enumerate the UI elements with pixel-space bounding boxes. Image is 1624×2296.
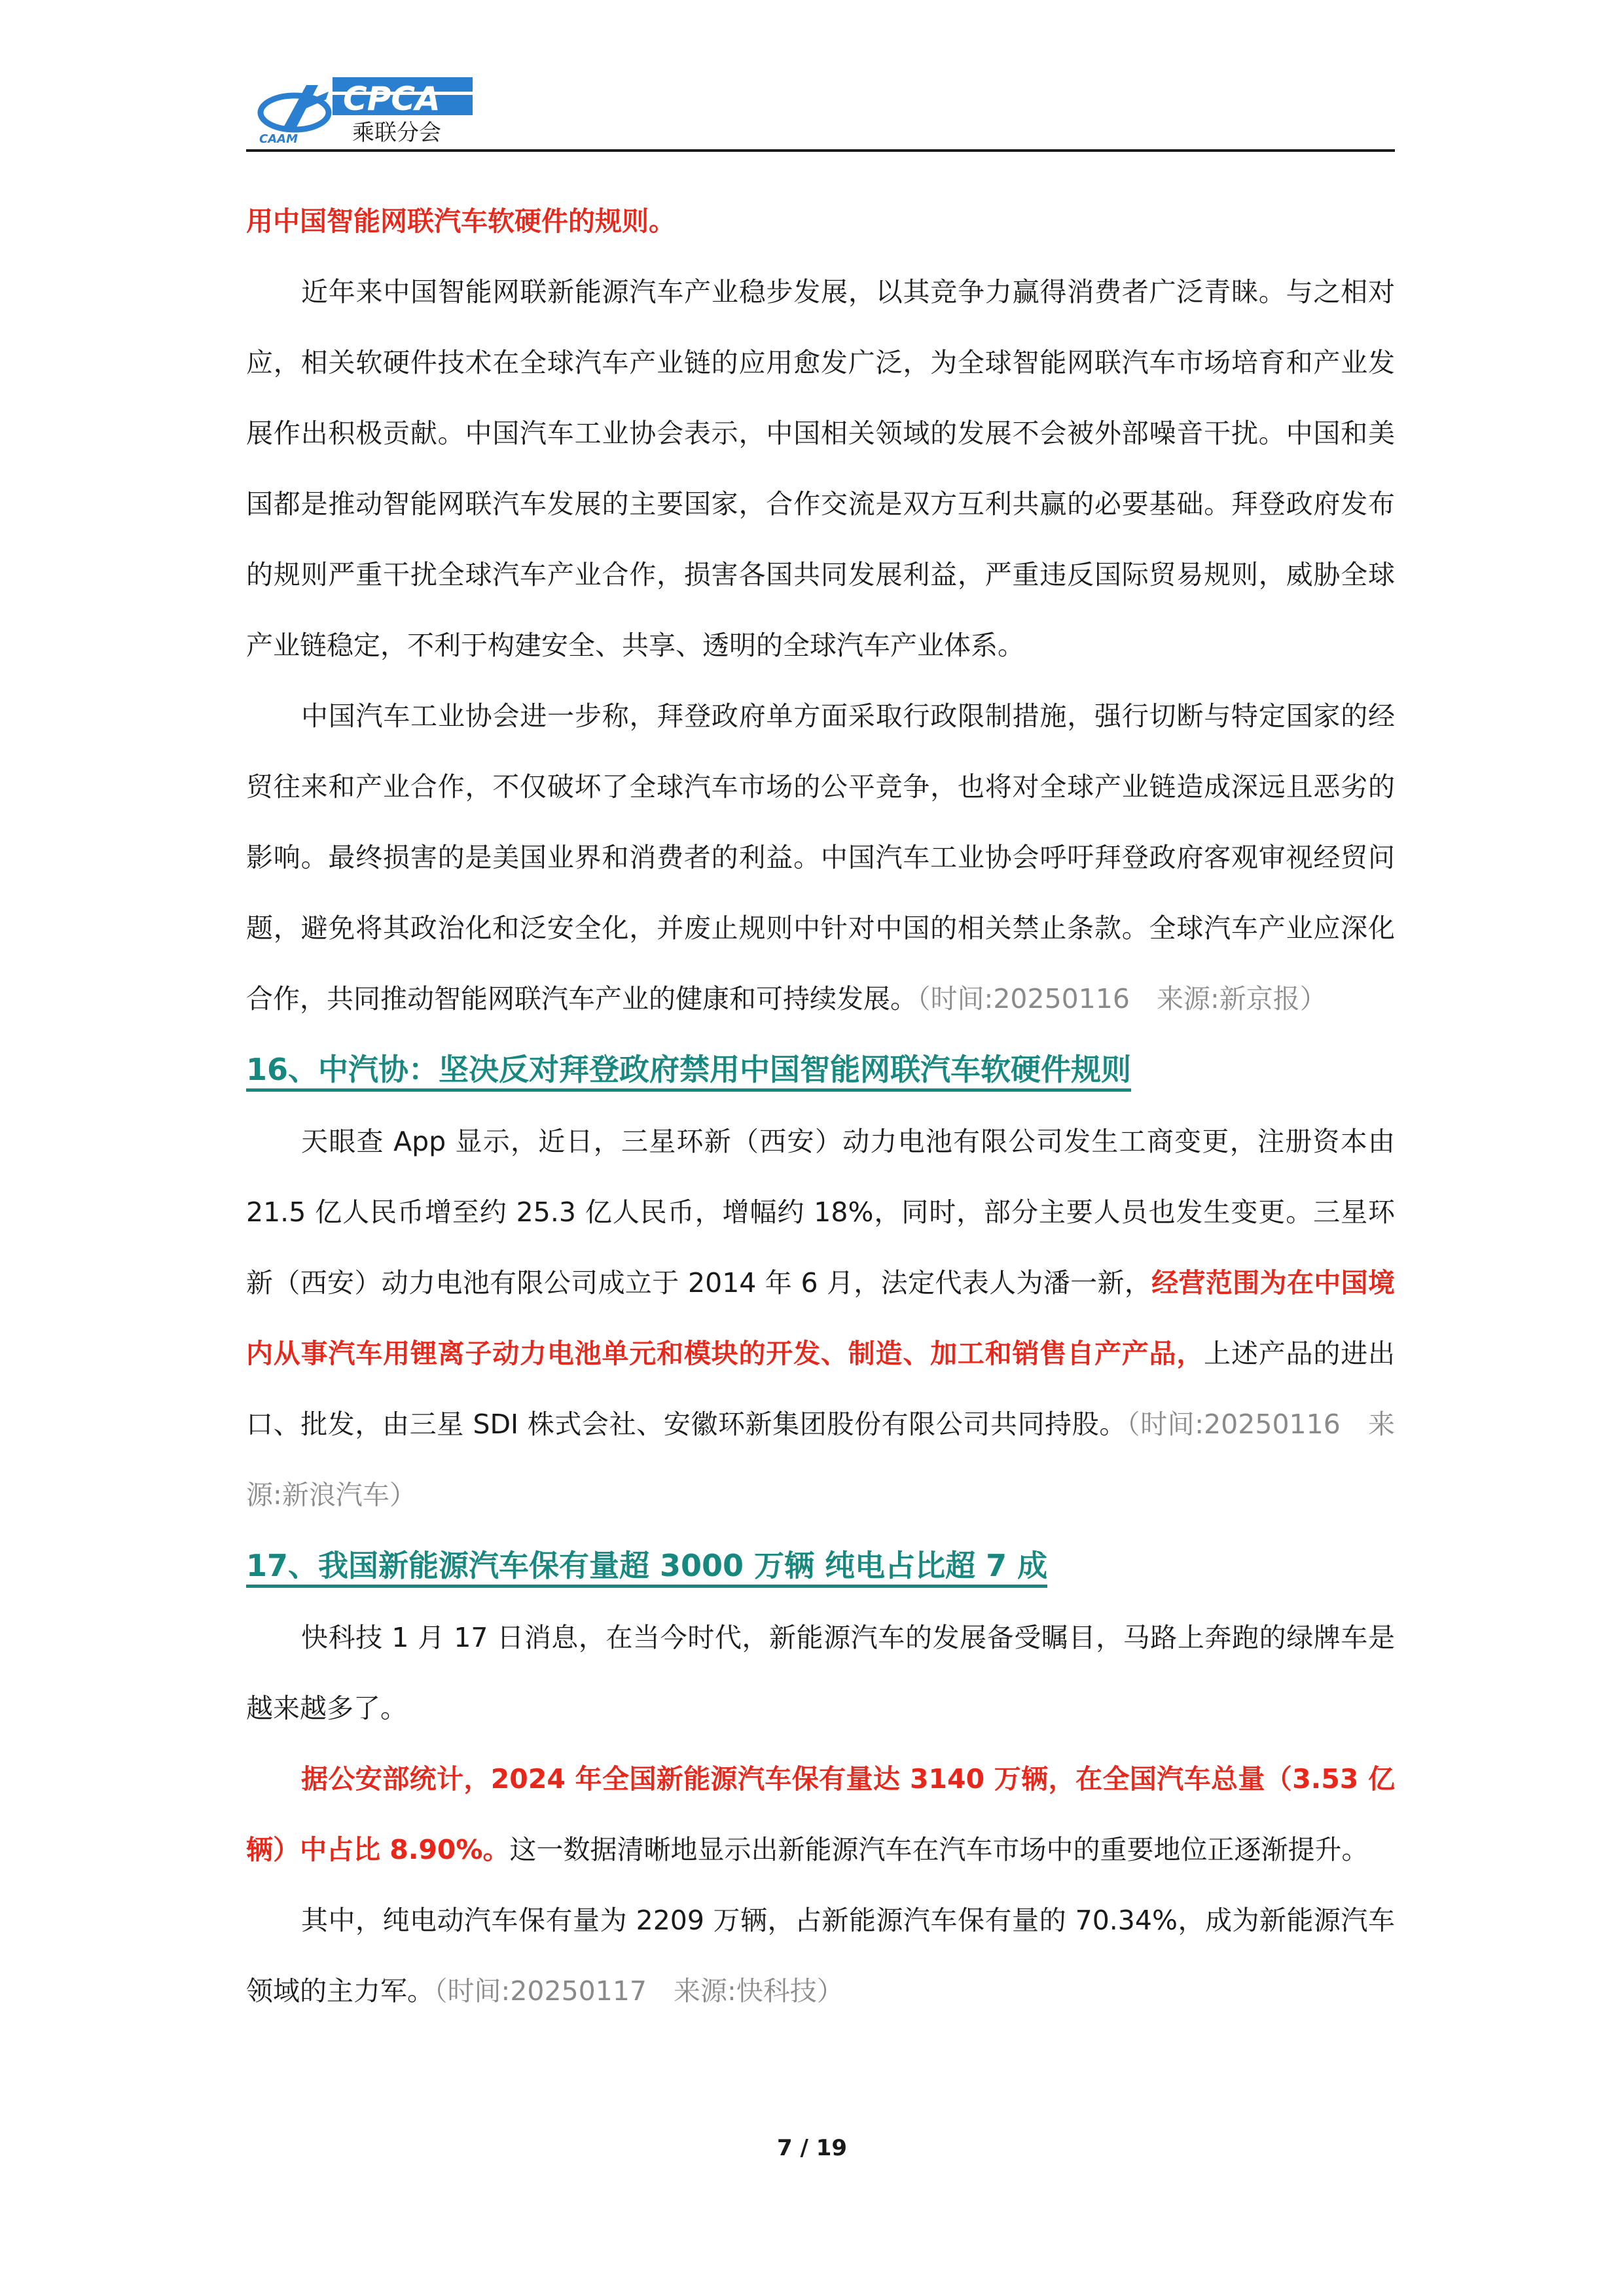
source-note: （时间:20250117 来源:快科技） bbox=[434, 1975, 844, 2007]
logo-subtext: 乘联分会 bbox=[352, 120, 441, 145]
body-text: 快科技 1 月 17 日消息，在当今时代，新能源汽车的发展备受瞩目，马路上奔跑的绿牌车是越来越多了。 bbox=[246, 1622, 1395, 1724]
section-heading bbox=[246, 1533, 1395, 1598]
body-text: 中国汽车工业协会进一步称，拜登政府单方面采取行政限制措施，强行切断与特定国家的经贸往来和产业合作，不仅破坏了全球汽车市场的公平竞争，也将对全球产业链造成深远且恶劣的影响。最终损害的是美国业界和消费者的利益。中国汽车工业协会呼吁拜登政府客观审视经贸问题，避免将其政治化和泛安全化，并废止规则中针对中国的相关禁止条款。全球汽车产业应深化合作，共同推动智能网联汽车产业的健康和可持续发展。 bbox=[246, 700, 1395, 1014]
source-note: （时间:20250116 来源:新京报） bbox=[917, 983, 1327, 1014]
body-text: 这一数据清晰地显示出新能源汽车在汽车市场中的重要地位正逐渐提升。 bbox=[509, 1834, 1369, 1865]
source-note: （时间:20250116 来源:新浪汽车） bbox=[246, 1408, 1395, 1511]
paragraph bbox=[246, 681, 1395, 1034]
body-text: 其中，纯电动汽车保有量为 2209 万辆，占新能源汽车保有量的 70.34%，成为新能源汽车领域的主力军。 bbox=[246, 1905, 1395, 2007]
paragraph bbox=[246, 1602, 1395, 1744]
paragraph bbox=[246, 257, 1395, 681]
section-heading-text: 17、我国新能源汽车保有量超 3000 万辆 纯电占比超 7 成 bbox=[246, 1548, 1047, 1588]
page-number: 7 / 19 bbox=[776, 2135, 848, 2161]
paragraph bbox=[246, 1106, 1395, 1530]
body-text: 上述产品的进出口、批发，由三星 SDI 株式会社、安徽环新集团股份有限公司共同持股。 bbox=[246, 1338, 1396, 1440]
highlight-text: 经营范围为在中国境内从事汽车用锂离子动力电池单元和模块的开发、制造、加工和销售自产产品， bbox=[246, 1267, 1396, 1369]
paragraph bbox=[246, 1885, 1395, 2026]
body-text: 近年来中国智能网联新能源汽车产业稳步发展，以其竞争力赢得消费者广泛青睐。与之相对应，相关软硬件技术在全球汽车产业链的应用愈发广泛，为全球智能网联汽车市场培育和产业发展作出积极贡献。中国汽车工业协会表示，中国相关领域的发展不会被外部噪音干扰。中国和美国都是推动智能网联汽车发展的主要国家，合作交流是双方互利共赢的必要基础。拜登政府发布的规则严重干扰全球汽车产业合作，损害各国共同发展利益，严重违反国际贸易规则，威胁全球产业链稳定，不利于构建安全、共享、透明的全球汽车产业体系。 bbox=[246, 276, 1395, 661]
highlight-text: 用中国智能网联汽车软硬件的规则。 bbox=[246, 206, 676, 237]
logo-text: CPCA bbox=[343, 80, 441, 118]
section-heading bbox=[246, 1037, 1395, 1102]
body-text: 天眼查 App 显示，近日，三星环新（西安）动力电池有限公司发生工商变更，注册资本由 21.5 亿人民币增至约 25.3 亿人民币，增幅约 18%，同时，部分主要人员也发生变更。三星环新（西安）动力电池有限公司成立于 2014 年 6 月，法定代表人为潘一新， bbox=[246, 1126, 1395, 1299]
logo-mark-text: CAAM bbox=[259, 132, 298, 145]
highlight-text: 据公安部统计，2024 年全国新能源汽车保有量达 3140 万辆，在全国汽车总量（3.53 亿辆）中占比 8.90%。 bbox=[246, 1763, 1395, 1865]
page-header bbox=[246, 65, 1395, 152]
paragraph bbox=[246, 1744, 1395, 1885]
article-content bbox=[246, 186, 1395, 2026]
section-heading-text: 16、中汽协：坚决反对拜登政府禁用中国智能网联汽车软硬件规则 bbox=[246, 1052, 1131, 1092]
paragraph bbox=[246, 186, 1395, 257]
cpca-logo bbox=[255, 72, 478, 145]
